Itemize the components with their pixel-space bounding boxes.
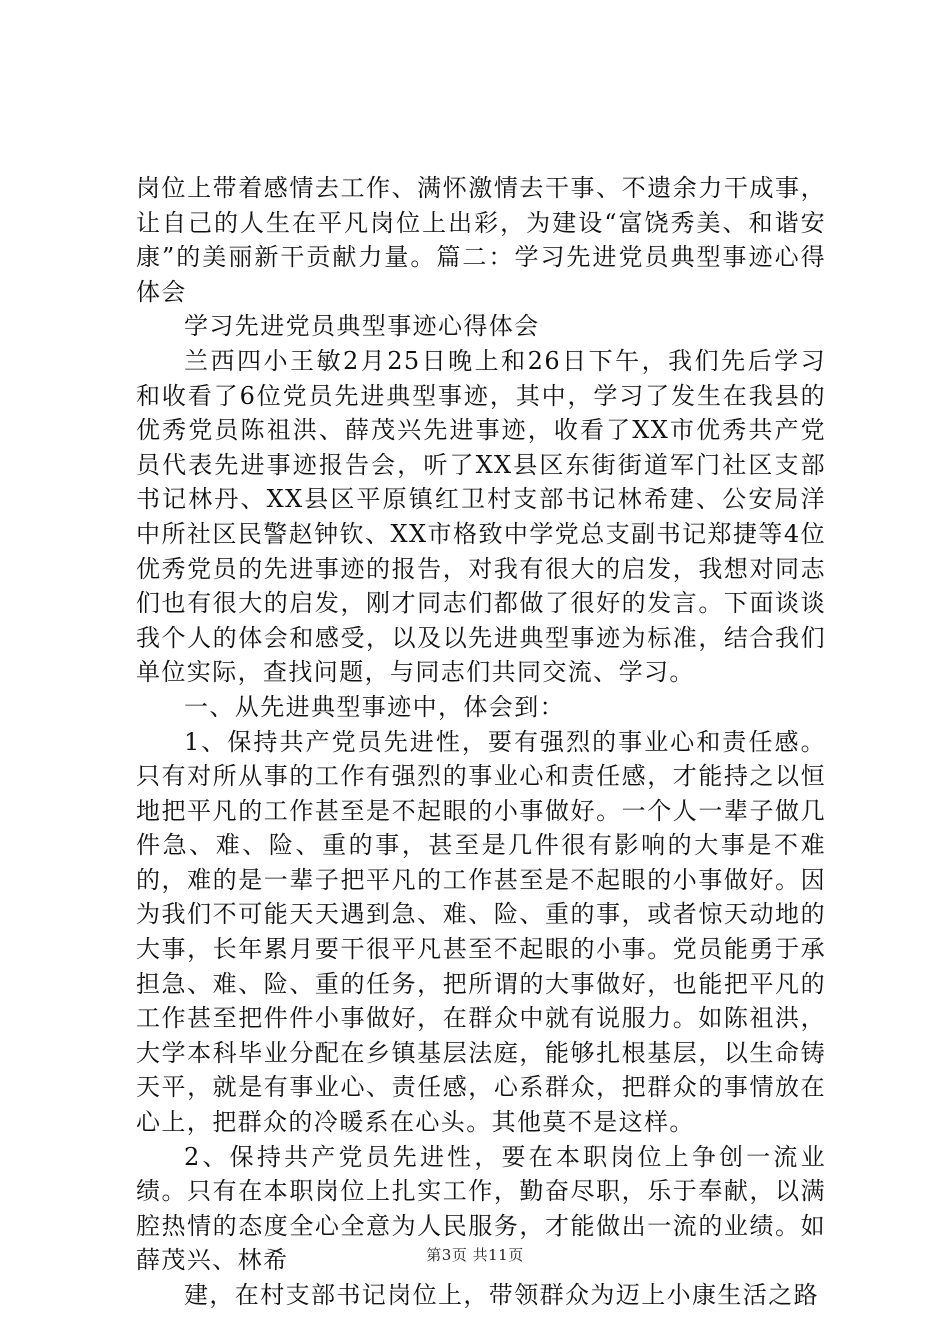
page-number-footer: 第3页 共11页 <box>426 1246 524 1264</box>
article-title: 学习先进党员典型事迹心得体会 <box>184 312 540 341</box>
section-heading: 一、从先进典型事迹中，体会到： <box>184 692 565 721</box>
paragraph-continuation: 岗位上带着感情去工作、满怀激情去干事、不遗余力干成事，让自己的人生在平凡岗位上出彩，为建设“富饶秀美、和谐安康”的美丽新干贡献力量。篇二：学习先进党员典型事迹心得体会 <box>136 174 826 306</box>
paragraph-point-1: 1、保持共产党员先进性，要有强烈的事业心和责任感。只有对所从事的工作有强烈的事业心和责任感，才能持之以恒地把平凡的工作甚至是不起眼的小事做好。一个人一辈子做几件急、难、险、重的事，甚至是几件很有影响的大事是不难的，难的是一辈子把平凡的工作甚至是不起眼的小事做好。因为我们不可能天天遇到急、难、险、重的事，或者惊天动地的大事，长年累月要干很平凡甚至不起眼的小事。党员能勇于承担急、难、险、重的任务，把所谓的大事做好，也能把平凡的工作甚至把件件小事做好，在群众中就有说服力。如陈祖洪，大学本科毕业分配在乡镇基层法庭，能够扎根基层，以生命铸天平，就是有事业心、责任感，心系群众，把群众的事情放在心上，把群众的冷暖系在心头。其他莫不是这样。 <box>136 727 826 1137</box>
paragraph-intro: 兰西四小王敏2月25日晚上和26日下午，我们先后学习和收看了6位党员先进典型事迹，其中，学习了发生在我县的优秀党员陈祖洪、薛茂兴先进事迹，收看了XX市优秀共产党员代表先进事迹报告会，听了XX县区东街街道军门社区支部书记林丹、XX县区平原镇红卫村支部书记林希建、公安局洋中所社区民警赵钟钦、XX市格致中学党总支副书记郑捷等4位优秀党员的先进事迹的报告，对我有很大的启发，我想对同志们也有很大的启发，刚才同志们都做了很好的发言。下面谈谈我个人的体会和感受，以及以先进典型事迹为标准，结合我们单位实际，查找问题，与同志们共同交流、学习。 <box>136 346 826 687</box>
paragraph-point-2: 2、保持共产党员先进性，要在本职岗位上争创一流业绩。只有在本职岗位上扎实工作，勤奋尽职，乐于奉献，以满腔热情的态度全心全意为人民服务，才能做出一流的业绩。如薛茂兴、林希 <box>136 1142 826 1275</box>
paragraph-continuation-end: 建，在村支部书记岗位上，带领群众为迈上小康生活之路 <box>184 1281 819 1309</box>
document-body <box>136 171 826 1313</box>
